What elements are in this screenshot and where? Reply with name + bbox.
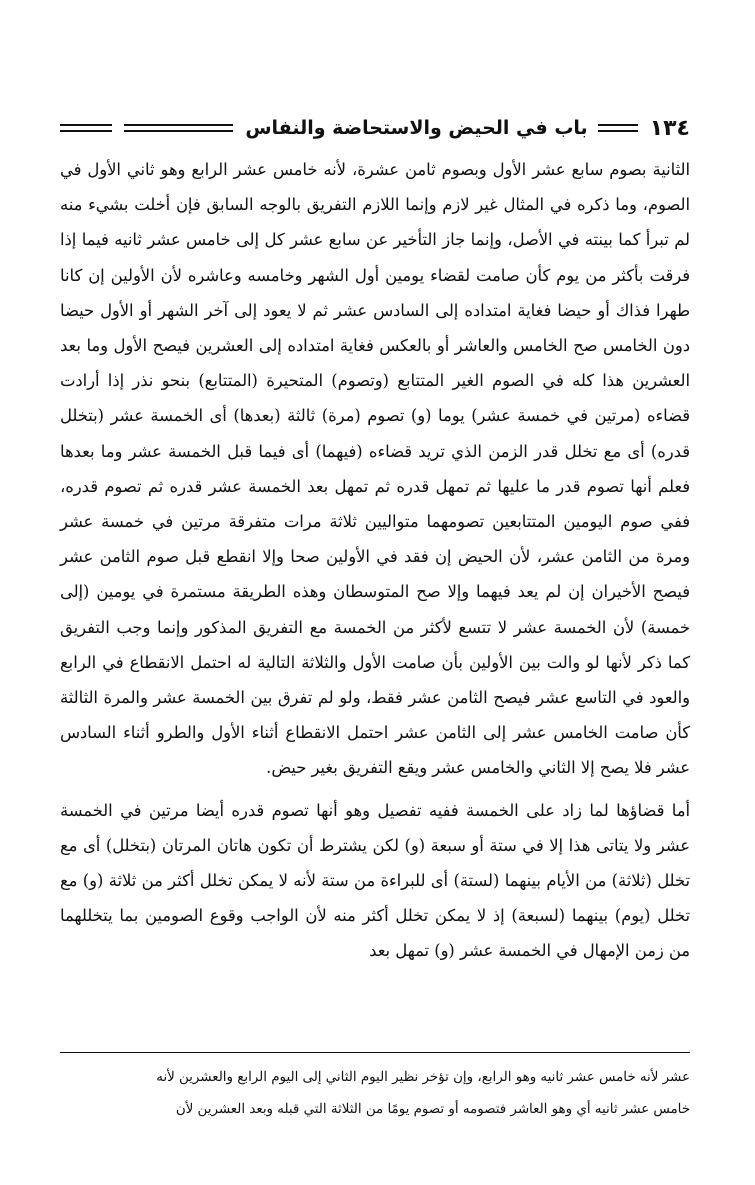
page <box>60 0 690 1185</box>
header-rule-end <box>60 124 112 132</box>
footnote <box>60 1062 690 1126</box>
footnote-line: عشر لأنه خامس عشر ثانيه وهو الرابع، وإن تؤخر نظير اليوم الثاني إلى اليوم الرابع والعشرين لأنه <box>156 1070 690 1085</box>
page-number: ١٣٤ <box>649 115 690 141</box>
footnote-line: خامس عشر ثانيه أي وهو العاشر فتصومه أو تصوم يومًا من الثلاثة التي قبله وبعد العشرين لأن <box>175 1102 690 1117</box>
main-text <box>60 152 690 969</box>
paragraph: أما قضاؤها لما زاد على الخمسة ففيه تفصيل وهو أنها تصوم قدره أيضا مرتين في الخمسة عشر ولا يتاتى هذا إلا في ستة أو سبعة (و) لكن يشترط أن تكون هاتان المرتان (بتخلل) أى مع تخلل (ثلاثة) من الأيام بينهما (لستة) أى للبراءة من ستة لأنه لا يمكن تخلل أكثر من ثلاثة (و) مع تخلل (يوم) بينهما (لسبعة) إذ لا يمكن تخلل أكثر منه لأن الواجب وقوع الصومين بما يتخللهما من زمن الإمهال في الخمسة عشر (و) تمهل بعد <box>60 800 690 961</box>
footnote-separator <box>60 1052 690 1053</box>
header-rule-long <box>124 124 233 132</box>
header-rule-decoration <box>598 124 638 132</box>
paragraph: الثانية بصوم سابع عشر الأول وبصوم ثامن عشرة، لأنه خامس عشر الرابع وهو ثاني الأول في الصوم، وما ذكره في المثال غير لازم وإنما اللازم التفريق بالوجه السابق فإن أخلت بشيء منه لم تبرأ كما بينته في الأصل، وإنما جاز التأخير عن سابع عشر كل إلى خامس عشر ثانيه فيما إذا فرقت بأكثر من يوم كأن صامت لقضاء يومين أول الشهر وخامسه وعاشره لأن الأولين إن كانا طهرا فذاك أو حيضا فغاية امتداده إلى السادس عشر ثم لا يعود إلى آخر الشهر أو الأول حيضا دون الخامس صح الخامس والعاشر أو بالعكس فغاية امتداده إلى العشرين فيصح الأول وما بعد العشرين هذا كله في الصوم الغير المتتابع (وتصوم) المتحيرة (المتتابع) بنحو نذر إذا أرادت قضاءه (مرتين في خمسة عشر) يوما (و) تصوم (مرة) ثالثة (بعدها) أى الخمسة عشر (بتخلل قدره) أى مع تخلل قدر الزمن الذي تريد قضاءه (فيهما) أى فيما قبل الخمسة عشر وما بعدها فعلم أنها تصوم قدر ما عليها ثم تمهل قدره ثم تمهل بعد الخمسة عشر قدره ثم تصوم قدره، ففي صوم اليومين المتتابعين تصومهما متواليين ثلاثة مرات متفرقة مرتين في خمسة عشر ومرة من الثامن عشر، لأن الحيض إن فقد في الأولين صحا وإلا انقطع قبل صوم الثامن عشر فيصح الأخيران إن لم يعد فيهما وإلا صح المتوسطان وهذه الطريقة مستمرة في يومين (إلى خمسة) لأن الخمسة عشر لا تتسع لأكثر من الخمسة مع التفريق المذكور وإنما وجب التفريق كما ذكر لأنها لو والت بين الأولين بأن صامت الأول والثلاثة التالية له احتمل الانقطاع في الرابع والعود في التاسع عشر فيصح الثامن عشر فقط، ولو لم تفرق بين الخمسة عشر والمرة الثالثة كأن صامت الخامس عشر إلى الثامن عشر احتمل الانقطاع أثناء الأول والطرو أثناء السادس عشر فلا يصح إلا الثاني والخامس عشر ويقع التفريق بغير حيض. <box>60 160 690 778</box>
running-header <box>60 108 690 148</box>
chapter-title: باب في الحيض والاستحاضة والنفاس <box>245 117 588 139</box>
